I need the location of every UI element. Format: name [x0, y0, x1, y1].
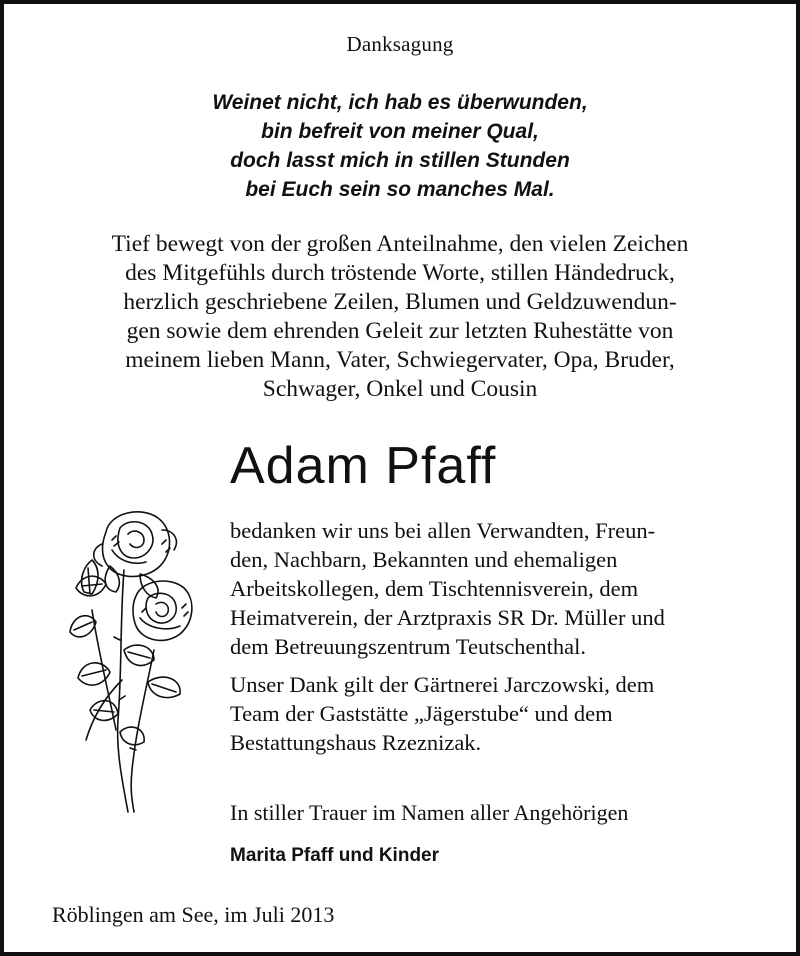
gardener-paragraph: [230, 670, 654, 757]
thanks-line: Heimatverein, der Arztpraxis SR Dr. Müller und: [230, 605, 665, 630]
thanks-line: Arbeitskollegen, dem Tischtennisverein, dem: [230, 576, 639, 601]
gardener-line: Unser Dank gilt der Gärtnerei Jarczowski, dem: [230, 672, 655, 697]
intro-line: Tief bewegt von der großen Anteilnahme, den vielen Zeichen: [111, 231, 689, 257]
poem-line: doch lasst mich in stillen Stunden: [230, 149, 570, 172]
thanks-line: den, Nachbarn, Bekannten und ehemaligen: [230, 547, 618, 572]
gardener-line: Team der Gaststätte „Jägerstube“ und dem: [230, 701, 613, 726]
thanks-line: bedanken wir uns bei allen Verwandten, Freun-: [230, 518, 656, 543]
thanks-line: dem Betreuungszentrum Teutschenthal.: [230, 634, 587, 659]
intro-line: meinem lieben Mann, Vater, Schwiegervater, Opa, Bruder,: [125, 347, 675, 373]
rose-illustration: [62, 500, 212, 816]
intro-paragraph: [4, 230, 796, 404]
mourning-line: In stiller Trauer im Namen aller Angehörigen: [230, 800, 629, 825]
signature: Marita Pfaff und Kinder: [230, 845, 440, 866]
gardener-line: Bestattungshaus Rzeznizak.: [230, 730, 482, 755]
notice-heading: Danksagung: [346, 32, 454, 56]
thanks-paragraph: [230, 516, 665, 661]
intro-line: herzlich geschriebene Zeilen, Blumen und Geldzuwendun-: [123, 289, 677, 315]
deceased-name: Adam Pfaff: [230, 437, 497, 495]
place-date: Röblingen am See, im Juli 2013: [52, 902, 335, 927]
intro-line: gen sowie dem ehrenden Geleit zur letzten Ruhestätte von: [126, 318, 674, 344]
poem-verse: [4, 88, 796, 204]
intro-line: Schwager, Onkel und Cousin: [262, 376, 538, 402]
poem-line: Weinet nicht, ich hab es überwunden,: [212, 91, 588, 114]
poem-line: bin befreit von meiner Qual,: [261, 120, 539, 143]
poem-line: bei Euch sein so manches Mal.: [245, 178, 555, 201]
intro-line: des Mitgefühls durch tröstende Worte, stillen Händedruck,: [125, 260, 675, 286]
